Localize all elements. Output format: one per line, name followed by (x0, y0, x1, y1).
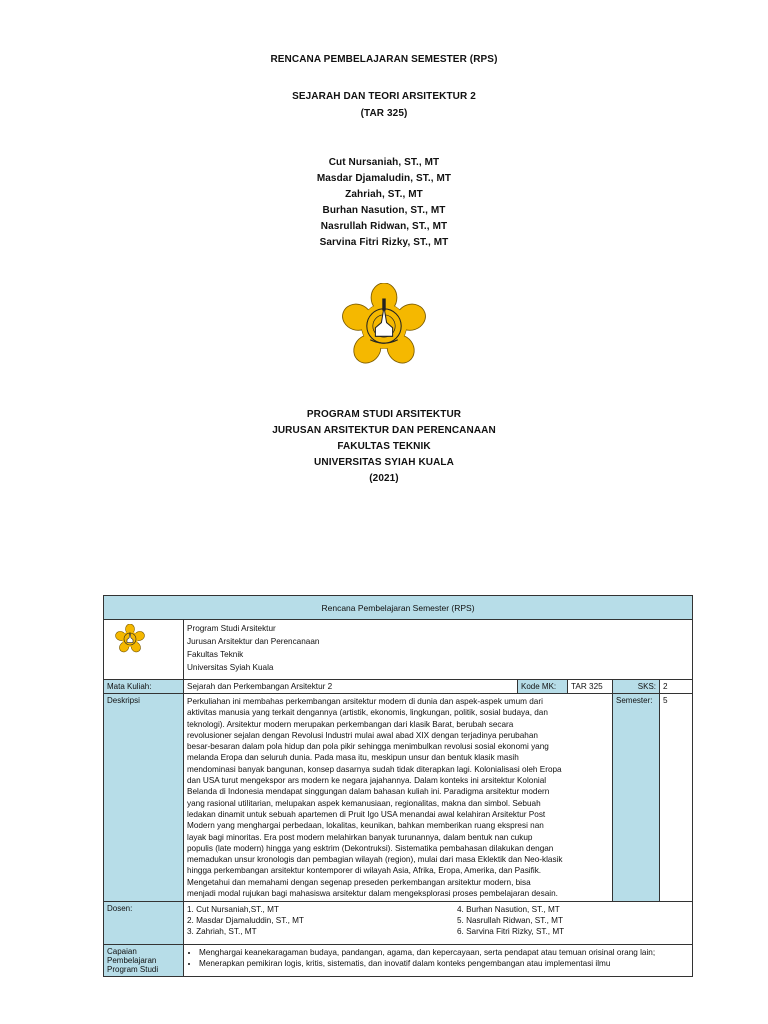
dosen-item: 4. Burhan Nasution, ST., MT (456, 905, 560, 915)
description-line: revolusioner sejalan dengan Revolusi Industri mulai awal abad XIX dengan terjadinya perubahan (187, 730, 538, 740)
author-name: Zahriah, ST., MT (345, 189, 423, 200)
mata-kuliah-label: Mata Kuliah: (104, 680, 184, 694)
semester-label: Semester: (613, 694, 660, 902)
author-list (0, 155, 768, 251)
kode-mk-value: TAR 325 (568, 680, 613, 694)
institution-cell (184, 620, 693, 680)
author-name: Masdar Djamaludin, ST., MT (316, 173, 452, 184)
dosen-item: 6. Sarvina Fitri Rizky, ST., MT (456, 927, 565, 937)
deskripsi-label: Deskripsi (104, 694, 184, 902)
mata-kuliah-value: Sejarah dan Perkembangan Arsitektur 2 (184, 680, 518, 694)
faculty-name: FAKULTAS TEKNIK (337, 441, 431, 452)
institution-block (0, 407, 768, 487)
dosen-item: 2. Masdar Djamaluddin, ST., MT (187, 916, 304, 926)
description-line: menjadi modal rujukan bagi mahasiswa arsitektur dalam mengeksplorasi proses pembelajaran desain. (187, 889, 558, 899)
course-code: (TAR 325) (360, 108, 408, 119)
author-name: Sarvina Fitri Rizky, ST., MT (319, 237, 449, 248)
description-line: aktivitas manusia yang terkait dengannya (artistik, ekonomis, lingkungan, politik, sosial budaya, dan (187, 708, 548, 718)
dosen-item: 1. Cut Nursaniah,ST., MT (187, 905, 279, 915)
description-line: Mengetahui dan memahami dengan segenap preseden perkembangan arsitektur modern, bisa (187, 877, 531, 887)
description-line: Belanda di Indonesia mendapat singgungan dalam bahasan kuliah ini. Paradigma arsitektur modern (187, 787, 550, 797)
dosen-item: 3. Zahriah, ST., MT (187, 927, 257, 937)
department-name: JURUSAN ARSITEKTUR DAN PERENCANAAN (272, 425, 496, 436)
table-header: Rencana Pembelajaran Semester (RPS) (104, 596, 693, 620)
university-line: Universitas Syiah Kuala (187, 663, 274, 672)
university-logo-icon (341, 283, 427, 369)
cpl-label-line: Capaian (107, 947, 137, 957)
description-line: besar-besaran dalam pola hidup dan pola pikir sehingga menimbulkan revolusi sosial ekonomi yang (187, 742, 549, 752)
dosen-label: Dosen: (104, 902, 184, 945)
program-name: PROGRAM STUDI ARSITEKTUR (306, 409, 462, 420)
cpl-cell (184, 945, 693, 977)
sks-label: SKS: (613, 680, 660, 694)
description-line: ledakan dinamit untuk sebuah apartemen di Pruit Igo USA menandai awal kelahiran Arsitektur Post (187, 809, 546, 819)
university-name: UNIVERSITAS SYIAH KUALA (314, 457, 454, 468)
description-line: mendominasi banyak bangunan, konsep dasarnya sudah tidak diterapkan lagi. Kolonialisasi oleh Eropa (187, 764, 562, 774)
description-line: populis (late modern) hingga yang esktrim (Dekontruksi). Sistematika pembahasan dilakukan dengan (187, 843, 554, 853)
description-line: memadukan unsur kronologis dan pembagian wilayah (region), mulai dari masa Eklektik dan Neo-klasik (187, 855, 563, 865)
description-line: teknologi). Arsitektur modern merupakan perkembangan dari klasik Barat, berubah secara (187, 719, 514, 729)
cpl-label-line: Program Studi (107, 965, 159, 975)
description-line: dan USA turut mengekspor ars modern ke negara jajahannya. Dalam konteks ini arsitektur Kolonial (187, 776, 547, 786)
program-line: Program Studi Arsitektur (187, 624, 276, 633)
sks-value: 2 (660, 680, 693, 694)
cpl-item: • Menerapkan pemikiran logis, kritis, sistematis, dan inovatif dalam konteks pengembangan atau implementasi ilmu (199, 958, 689, 969)
author-name: Nasrullah Ridwan, ST., MT (320, 221, 448, 232)
faculty-line: Fakultas Teknik (187, 650, 244, 659)
author-name: Burhan Nasution, ST., MT (322, 205, 446, 216)
description-line: yang rasional utilitarian, melupakan aspek kemanusiaan, regionalitas, makna dan simbol. Sebuah (187, 798, 541, 808)
description-line: hingga perkembangan arsitektur kontemporer di wilayah Asia, Afrika, Eropa, Amerika, dan Pasifik. (187, 866, 542, 876)
kode-mk-label: Kode MK: (518, 680, 568, 694)
deskripsi-text (184, 694, 613, 902)
year: (2021) (369, 473, 399, 484)
description-line: layak bagi minoritas. Era post modern melahirkan banyak turunannya, dalam bentuk nan cukup (187, 832, 533, 842)
table-logo-cell (104, 620, 184, 680)
document-title: RENCANA PEMBELAJARAN SEMESTER (RPS) (270, 54, 498, 65)
description-line: Modern yang menghargai perbedaan, lokalitas, keunikan, bahkan memberikan ruang ekspresi nan (187, 821, 544, 831)
cpl-label (104, 945, 184, 977)
description-line: melanda Eropa dan seluruh dunia. Pada masa itu, meskipun unsur dan bentuk klasik masih (187, 753, 519, 763)
university-logo-icon (115, 624, 145, 654)
dosen-item: 5. Nasrullah Ridwan, ST., MT (456, 916, 563, 926)
description-line: Perkuliahan ini membahas perkembangan arsitektur modern di dunia dan aspek-aspek umum dari (187, 697, 543, 706)
rps-table (103, 595, 693, 977)
author-name: Cut Nursaniah, ST., MT (328, 157, 440, 168)
cpl-label-line: Pembelajaran (107, 956, 157, 966)
cpl-item: • Menghargai keanekaragaman budaya, pandangan, agama, dan kepercayaan, serta pendapat atau temuan orisinal orang lain; (199, 947, 689, 958)
course-title: SEJARAH DAN TEORI ARSITEKTUR 2 (292, 91, 476, 102)
department-line: Jurusan Arsitektur dan Perencanaan (187, 637, 320, 646)
semester-value: 5 (660, 694, 693, 902)
dosen-cell (184, 902, 693, 945)
